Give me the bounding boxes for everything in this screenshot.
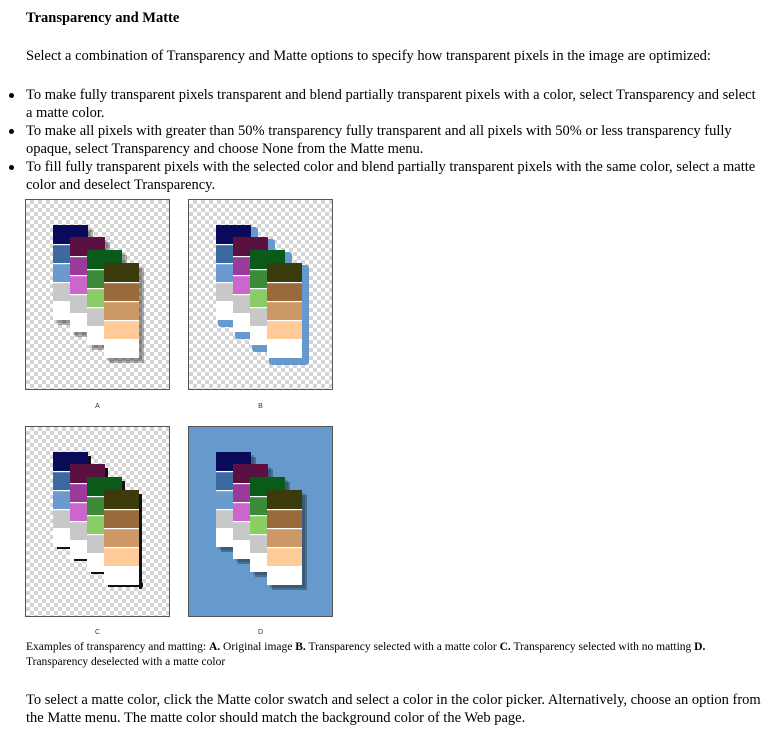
- caption-text-d: Transparency deselected with a matte color: [26, 656, 226, 668]
- panel-label-b: B: [258, 403, 263, 410]
- figure-panel-b: [188, 199, 333, 390]
- swatch-card-4-swatch: [104, 528, 139, 547]
- swatch-divider: [104, 320, 139, 321]
- swatch-card-4-swatch: [104, 301, 139, 320]
- caption-text-a: Original image: [220, 641, 296, 653]
- section-heading: Transparency and Matte: [26, 10, 180, 26]
- swatch-stack-d: [189, 427, 333, 617]
- list-item: To make fully transparent pixels transparent and blend partially transparent pixels with a color, select Transparency and select a matte color.: [26, 87, 756, 121]
- swatch-divider: [267, 320, 302, 321]
- swatch-stack-a: [26, 200, 170, 390]
- swatch-card-4-swatch: [267, 301, 302, 320]
- caption-key-a: A.: [208, 641, 221, 653]
- card-hard-shadow: [139, 494, 142, 589]
- panel-label-c: C: [94, 629, 101, 636]
- swatch-divider: [104, 566, 139, 567]
- swatch-divider: [267, 509, 302, 510]
- swatch-divider: [104, 547, 139, 548]
- swatch-card-4-swatch: [104, 263, 139, 282]
- swatch-divider: [104, 509, 139, 510]
- figure-panel-d: [188, 426, 333, 617]
- caption-key-d: D.: [694, 641, 706, 653]
- option-list: [26, 86, 756, 194]
- swatch-divider: [104, 301, 139, 302]
- swatch-card-4-swatch: [104, 282, 139, 301]
- swatch-stack-b: [189, 200, 333, 390]
- swatch-divider: [267, 528, 302, 529]
- swatch-card-4-swatch: [267, 320, 302, 339]
- swatch-divider: [267, 339, 302, 340]
- swatch-divider: [267, 566, 302, 567]
- swatch-card-4-swatch: [104, 320, 139, 339]
- figure-panel-c: [25, 426, 170, 617]
- caption-text-b: Transparency selected with a matte color: [305, 641, 500, 653]
- swatch-card-4-swatch: [267, 547, 302, 566]
- swatch-divider: [104, 282, 139, 283]
- swatch-card-4-swatch: [267, 528, 302, 547]
- swatch-divider: [267, 301, 302, 302]
- caption-text-c: Transparency selected with no matting: [510, 641, 695, 653]
- swatch-card-4-swatch: [104, 547, 139, 566]
- swatch-card-4-swatch: [267, 339, 302, 358]
- caption-key-c: C.: [499, 641, 511, 653]
- swatch-card-4-swatch: [104, 509, 139, 528]
- swatch-card-4-swatch: [267, 566, 302, 585]
- caption-key-b: B.: [295, 641, 306, 653]
- panel-label-a: A: [95, 403, 100, 410]
- caption-intro: Examples of transparency and matting:: [26, 641, 209, 653]
- figure-panel-a: [25, 199, 170, 390]
- swatch-divider: [104, 528, 139, 529]
- swatch-stack-c: [26, 427, 170, 617]
- swatch-card-4-swatch: [104, 339, 139, 358]
- figure-caption: [26, 640, 761, 670]
- list-item: To fill fully transparent pixels with the selected color and blend partially transparent pixels with the same color, select a matte color and deselect Transparency.: [26, 159, 756, 193]
- swatch-card-4-swatch: [267, 509, 302, 528]
- list-item: To make all pixels with greater than 50% transparency fully transparent and all pixels with 50% or less transparency fully opaque, select Transparency and choose None from the Matte menu.: [26, 122, 756, 158]
- intro-paragraph: Select a combination of Transparency and Matte options to specify how transparent pixels in the image are optimized:: [26, 48, 711, 64]
- swatch-card-4-swatch: [267, 263, 302, 282]
- swatch-divider: [267, 282, 302, 283]
- swatch-divider: [104, 339, 139, 340]
- swatch-card-4-swatch: [104, 566, 139, 585]
- panel-label-d: D: [257, 629, 264, 636]
- swatch-card-4-swatch: [267, 490, 302, 509]
- swatch-card-4-swatch: [267, 282, 302, 301]
- swatch-card-4-swatch: [104, 490, 139, 509]
- swatch-divider: [267, 547, 302, 548]
- closing-paragraph: To select a matte color, click the Matte color swatch and select a color in the color picker. Alternatively, choose an option from the Matte menu. The matte color should match the background color of the Web page.: [26, 692, 761, 726]
